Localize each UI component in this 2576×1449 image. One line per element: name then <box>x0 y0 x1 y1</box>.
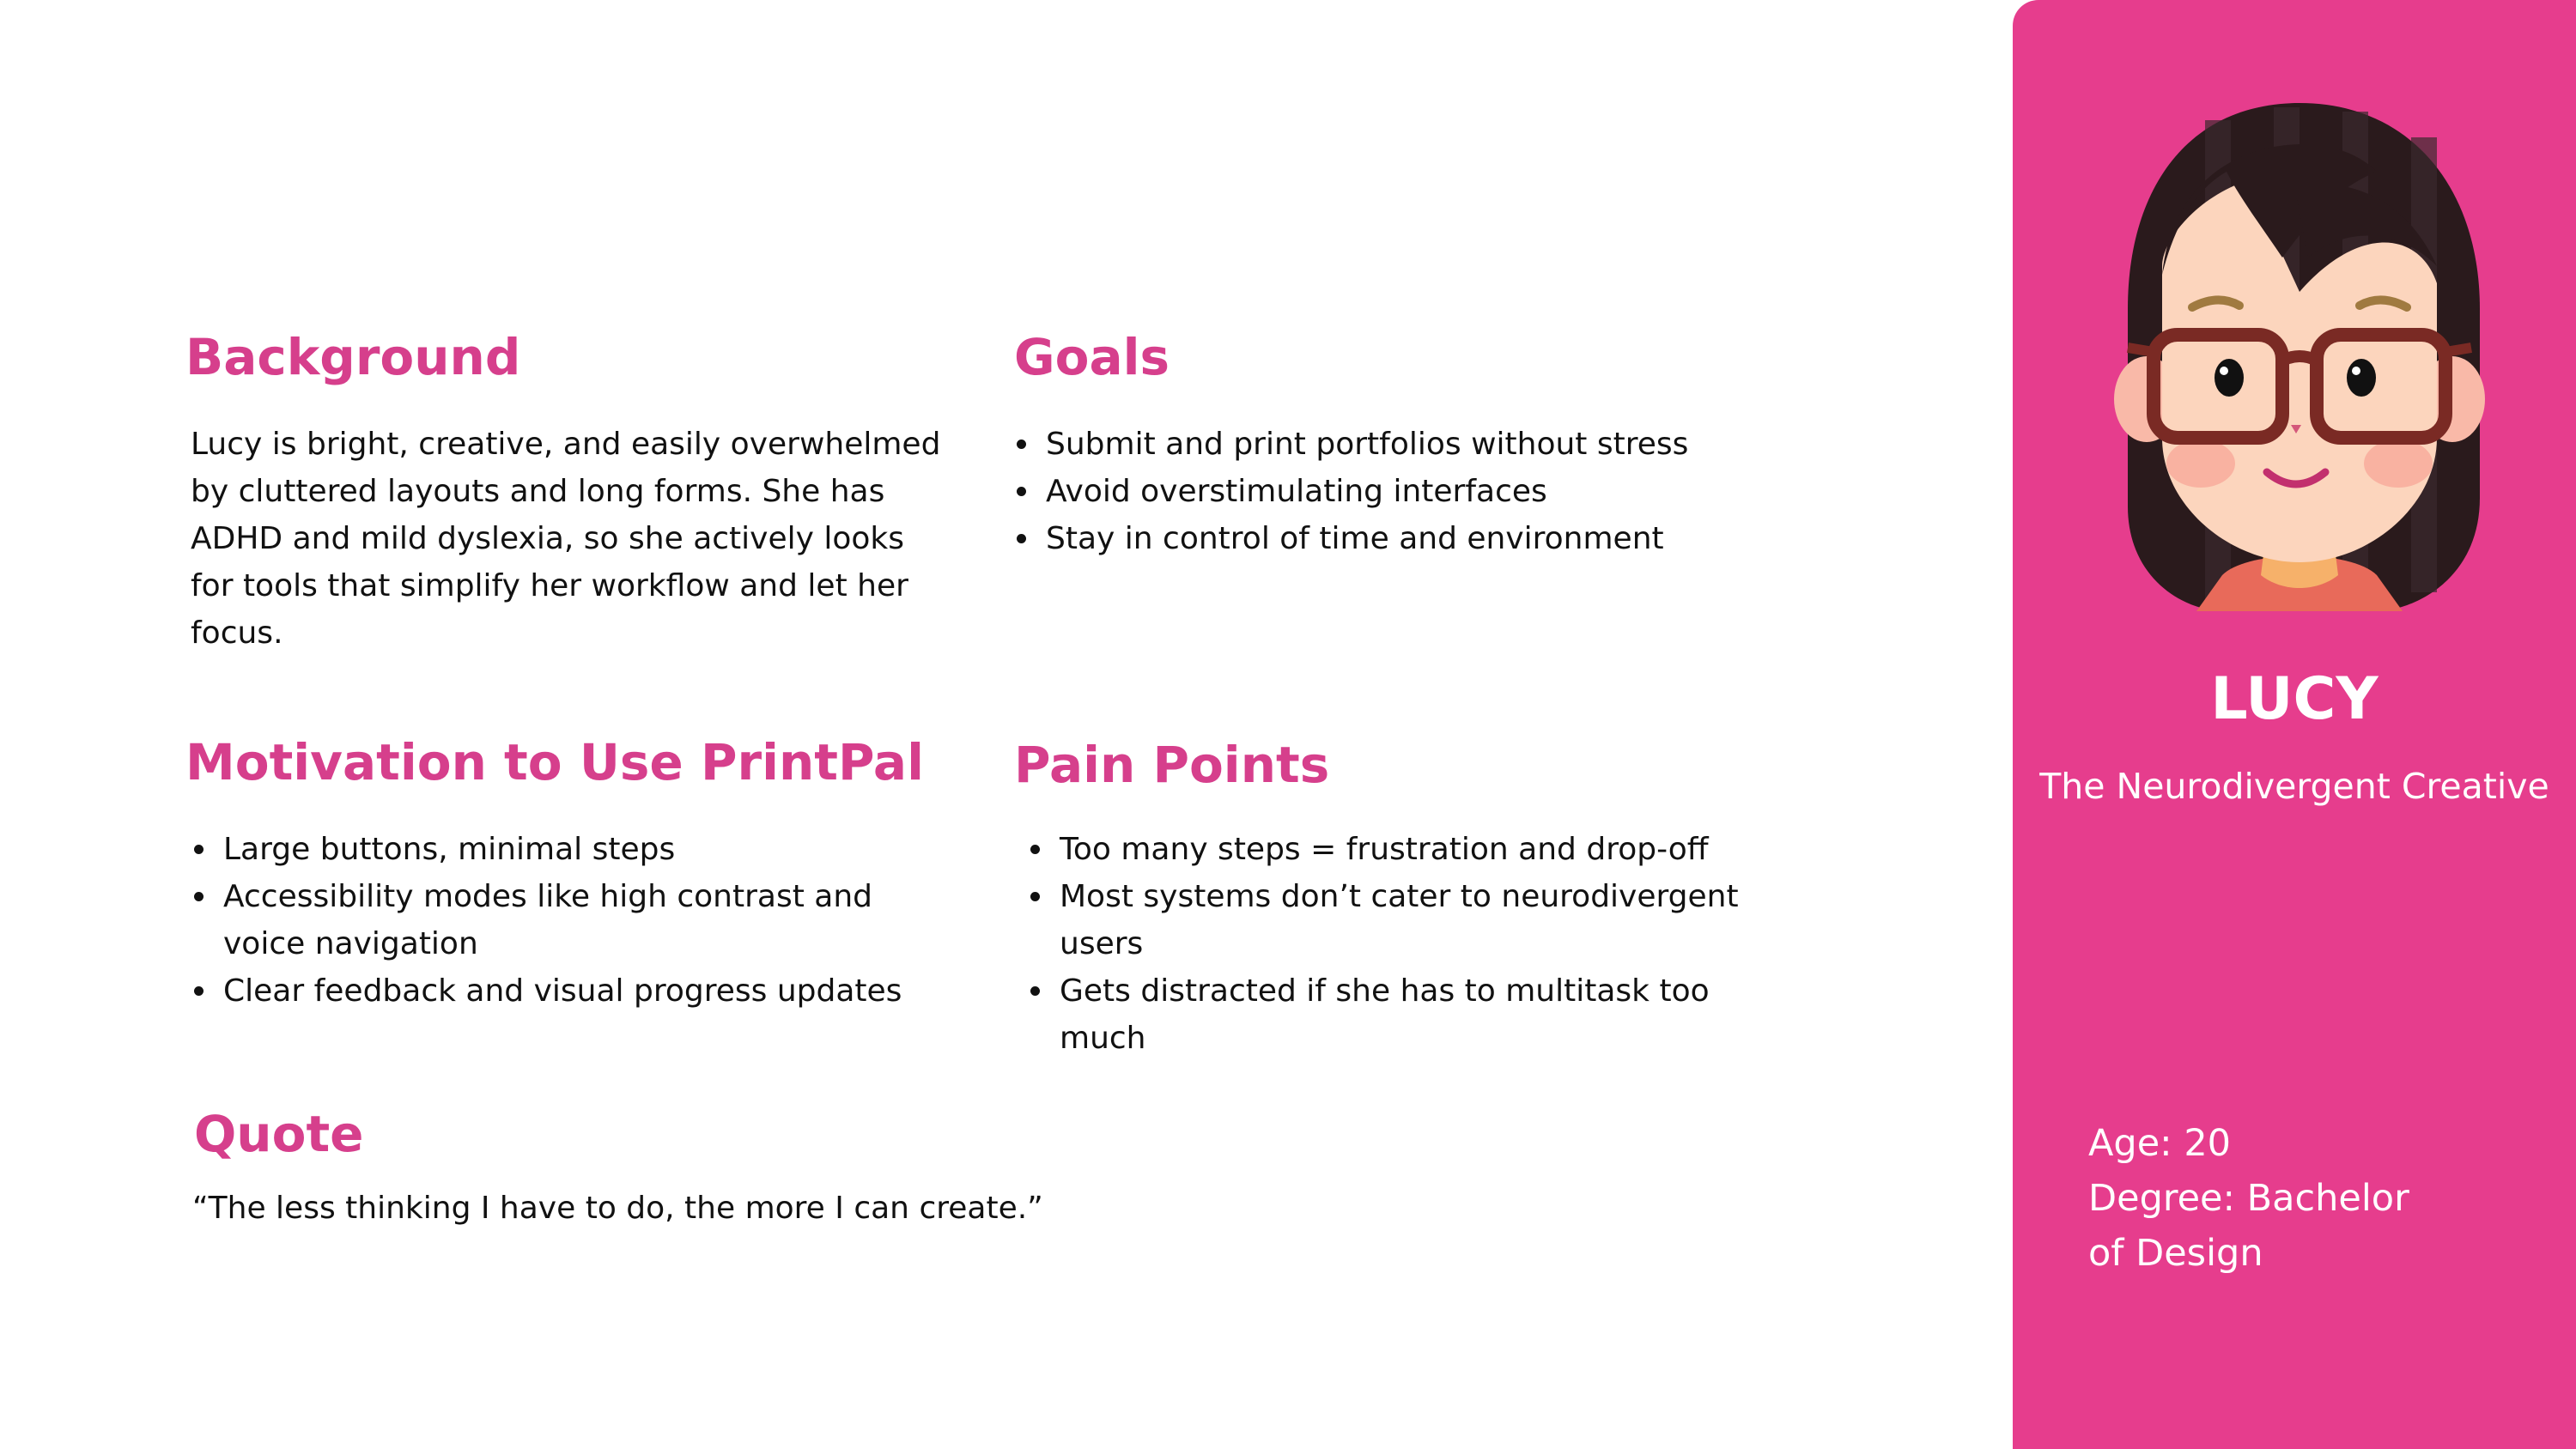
bullet-icon <box>194 845 204 854</box>
bullet-icon <box>194 892 204 901</box>
motivation-item <box>191 967 946 1015</box>
pain-points-item <box>1027 873 1748 967</box>
pain-points-item <box>1027 967 1748 1062</box>
motivation-heading: Motivation to Use PrintPal <box>185 733 924 791</box>
goals-list <box>1013 421 1786 562</box>
bullet-icon <box>1030 845 1040 854</box>
background-heading: Background <box>185 328 521 386</box>
goals-item-text: Submit and print portfolios without stress <box>1046 427 1689 462</box>
pain-points-item-text: Most systems don’t cater to neurodivergent users <box>1060 879 1739 961</box>
pain-points-list <box>1027 826 1748 1062</box>
bullet-icon <box>1017 440 1026 449</box>
background-text: Lucy is bright, creative, and easily overwhelmed by cluttered layouts and long forms. She has ADHD and mild dyslexia, so she actively looks for tools that simplify her workflow and let her focus. <box>191 427 941 651</box>
bullet-icon <box>1017 487 1026 496</box>
goals-item <box>1013 515 1786 562</box>
goals-item-text: Stay in control of time and environment <box>1046 521 1664 556</box>
persona-subtitle: The Neurodivergent Creative <box>2039 766 2549 807</box>
goals-item <box>1013 421 1786 468</box>
bullet-icon <box>1017 534 1026 543</box>
motivation-item-text: Clear feedback and visual progress updates <box>223 973 902 1009</box>
girl-with-glasses-avatar-icon <box>2076 94 2523 618</box>
motivation-item-text: Large buttons, minimal steps <box>223 832 676 867</box>
goals-heading: Goals <box>1014 328 1170 386</box>
bullet-icon <box>1030 986 1040 996</box>
persona-name: LUCY <box>2210 665 2379 733</box>
persona-degree: Degree: Bachelor of Design <box>2088 1177 2409 1275</box>
goals-item <box>1013 468 1786 515</box>
bullet-icon <box>1030 892 1040 901</box>
goals-item-text: Avoid overstimulating interfaces <box>1046 474 1547 509</box>
pain-points-item-text: Too many steps = frustration and drop-off <box>1060 832 1709 867</box>
persona-age: Age: 20 <box>2088 1122 2232 1165</box>
motivation-item <box>191 873 946 967</box>
quote-text: “The less thinking I have to do, the more I can create.” <box>192 1191 1043 1226</box>
quote-heading: Quote <box>194 1105 364 1163</box>
pain-points-item-text: Gets distracted if she has to multitask too much <box>1060 973 1710 1056</box>
pain-points-heading: Pain Points <box>1014 736 1330 794</box>
motivation-item <box>191 826 946 873</box>
persona-details <box>2088 1116 2449 1281</box>
bullet-icon <box>194 986 204 996</box>
motivation-item-text: Accessibility modes like high contrast and voice navigation <box>223 879 872 961</box>
motivation-list <box>191 826 946 1015</box>
pain-points-item <box>1027 826 1748 873</box>
